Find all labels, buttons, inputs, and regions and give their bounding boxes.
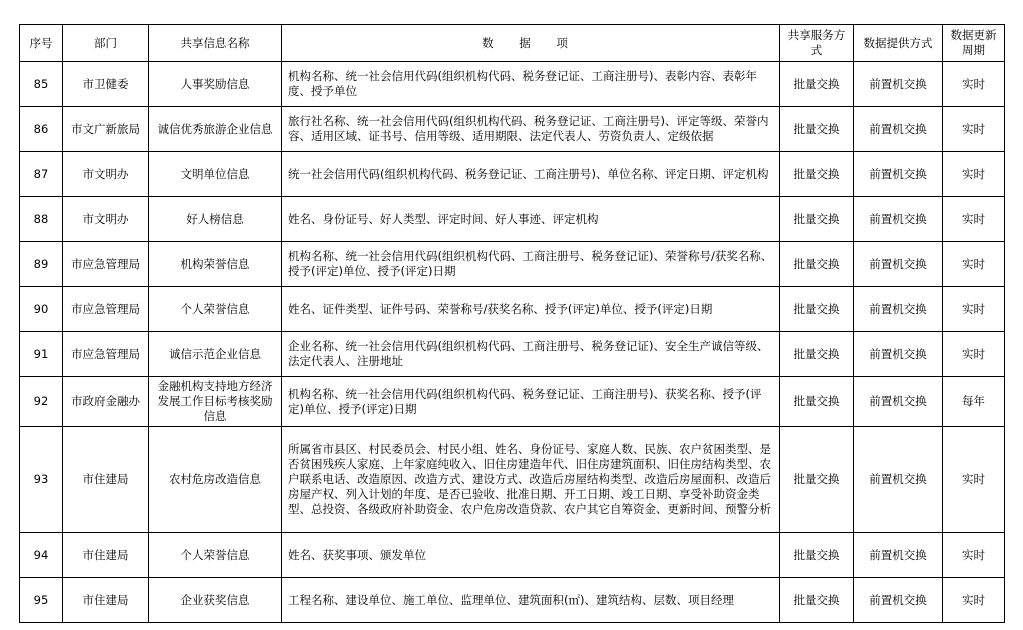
cell-method: 批量交换 (780, 62, 854, 107)
cell-cycle: 实时 (943, 62, 1005, 107)
cell-method: 批量交换 (780, 197, 854, 242)
cell-method: 批量交换 (780, 332, 854, 377)
cell-items: 旅行社名称、统一社会信用代码(组织机构代码、税务登记证、工商注册号)、评定等级、荣誉内容、适用区域、证书号、信用等级、适用期限、法定代表人、劳资负责人、定级依据 (282, 107, 780, 152)
table-row (20, 62, 1005, 107)
cell-dept: 市卫健委 (63, 62, 149, 107)
table-row (20, 287, 1005, 332)
table-row (20, 533, 1005, 578)
cell-items: 姓名、身份证号、好人类型、评定时间、好人事迹、评定机构 (282, 197, 780, 242)
cell-items: 所属省市县区、村民委员会、村民小组、姓名、身份证号、家庭人数、民族、农户贫困类型、是否贫困残疾人家庭、上年家庭纯收入、旧住房建造年代、旧住房建筑面积、旧住房结构类型、农户联系电话、改造原因、改造方式、建设方式、改造后房屋结构类型、改造后房屋面积、改造后房屋产权、列入计划的年度、是否已验收、批准日期、开工日期、竣工日期、享受补助资金类型、总投资、各级政府补助资金、农户危房改造贷款、农户其它自筹资金、更新时间、预警分析 (282, 427, 780, 533)
table-header-row (20, 25, 1005, 62)
cell-cycle: 实时 (943, 197, 1005, 242)
cell-seq: 90 (20, 287, 63, 332)
cell-name: 农村危房改造信息 (149, 427, 282, 533)
cell-name: 诚信示范企业信息 (149, 332, 282, 377)
cell-seq: 94 (20, 533, 63, 578)
cell-method: 批量交换 (780, 578, 854, 623)
cell-dept: 市文明办 (63, 197, 149, 242)
cell-provide: 前置机交换 (854, 287, 943, 332)
cell-method: 批量交换 (780, 107, 854, 152)
cell-seq: 87 (20, 152, 63, 197)
cell-provide: 前置机交换 (854, 242, 943, 287)
cell-items: 机构名称、统一社会信用代码(组织机构代码、工商注册号、税务登记证)、荣誉称号/获奖名称、授予(评定)单位、授予(评定)日期 (282, 242, 780, 287)
cell-seq: 92 (20, 377, 63, 427)
header-dept: 部门 (63, 25, 149, 62)
table-row (20, 107, 1005, 152)
cell-dept: 市文明办 (63, 152, 149, 197)
cell-seq: 91 (20, 332, 63, 377)
cell-seq: 86 (20, 107, 63, 152)
cell-seq: 93 (20, 427, 63, 533)
header-seq: 序号 (20, 25, 63, 62)
cell-items: 工程名称、建设单位、施工单位、监理单位、建筑面积(㎡)、建筑结构、层数、项目经理 (282, 578, 780, 623)
table-row (20, 197, 1005, 242)
cell-items: 统一社会信用代码(组织机构代码、税务登记证、工商注册号)、单位名称、评定日期、评定机构 (282, 152, 780, 197)
header-name: 共享信息名称 (149, 25, 282, 62)
cell-provide: 前置机交换 (854, 62, 943, 107)
cell-cycle: 实时 (943, 427, 1005, 533)
cell-name: 人事奖励信息 (149, 62, 282, 107)
shared-info-table (19, 24, 1005, 623)
cell-cycle: 实时 (943, 107, 1005, 152)
cell-dept: 市住建局 (63, 427, 149, 533)
cell-method: 批量交换 (780, 377, 854, 427)
cell-method: 批量交换 (780, 533, 854, 578)
cell-seq: 89 (20, 242, 63, 287)
cell-cycle: 每年 (943, 377, 1005, 427)
cell-cycle: 实时 (943, 332, 1005, 377)
table-row (20, 578, 1005, 623)
cell-dept: 市应急管理局 (63, 332, 149, 377)
cell-name: 诚信优秀旅游企业信息 (149, 107, 282, 152)
cell-cycle: 实时 (943, 152, 1005, 197)
cell-method: 批量交换 (780, 242, 854, 287)
cell-dept: 市住建局 (63, 533, 149, 578)
cell-provide: 前置机交换 (854, 377, 943, 427)
cell-provide: 前置机交换 (854, 152, 943, 197)
cell-provide: 前置机交换 (854, 197, 943, 242)
cell-seq: 88 (20, 197, 63, 242)
cell-seq: 95 (20, 578, 63, 623)
cell-items: 姓名、证件类型、证件号码、荣誉称号/获奖名称、授予(评定)单位、授予(评定)日期 (282, 287, 780, 332)
cell-cycle: 实时 (943, 533, 1005, 578)
table-row (20, 152, 1005, 197)
cell-method: 批量交换 (780, 287, 854, 332)
cell-dept: 市应急管理局 (63, 287, 149, 332)
cell-name: 金融机构支持地方经济发展工作目标考核奖励信息 (149, 377, 282, 427)
cell-name: 个人荣誉信息 (149, 287, 282, 332)
cell-name: 个人荣誉信息 (149, 533, 282, 578)
cell-provide: 前置机交换 (854, 107, 943, 152)
cell-name: 企业获奖信息 (149, 578, 282, 623)
cell-items: 机构名称、统一社会信用代码(组织机构代码、税务登记证、工商注册号)、表彰内容、表彰年度、授予单位 (282, 62, 780, 107)
cell-provide: 前置机交换 (854, 578, 943, 623)
cell-cycle: 实时 (943, 578, 1005, 623)
cell-seq: 85 (20, 62, 63, 107)
cell-cycle: 实时 (943, 287, 1005, 332)
cell-name: 文明单位信息 (149, 152, 282, 197)
cell-provide: 前置机交换 (854, 533, 943, 578)
header-cycle: 数据更新周期 (943, 25, 1005, 62)
cell-method: 批量交换 (780, 152, 854, 197)
cell-name: 好人榜信息 (149, 197, 282, 242)
cell-dept: 市文广新旅局 (63, 107, 149, 152)
cell-cycle: 实时 (943, 242, 1005, 287)
cell-dept: 市住建局 (63, 578, 149, 623)
cell-items: 机构名称、统一社会信用代码(组织机构代码、税务登记证、工商注册号)、获奖名称、授予(评定)单位、授予(评定)日期 (282, 377, 780, 427)
table-row (20, 242, 1005, 287)
cell-items: 姓名、获奖事项、颁发单位 (282, 533, 780, 578)
header-method: 共享服务方式 (780, 25, 854, 62)
cell-dept: 市政府金融办 (63, 377, 149, 427)
table-row (20, 427, 1005, 533)
table-row (20, 377, 1005, 427)
table-row (20, 332, 1005, 377)
cell-method: 批量交换 (780, 427, 854, 533)
header-items: 数 据 项 (282, 25, 780, 62)
cell-provide: 前置机交换 (854, 332, 943, 377)
cell-dept: 市应急管理局 (63, 242, 149, 287)
cell-provide: 前置机交换 (854, 427, 943, 533)
header-provide: 数据提供方式 (854, 25, 943, 62)
cell-items: 企业名称、统一社会信用代码(组织机构代码、工商注册号、税务登记证)、安全生产诚信等级、法定代表人、注册地址 (282, 332, 780, 377)
cell-name: 机构荣誉信息 (149, 242, 282, 287)
